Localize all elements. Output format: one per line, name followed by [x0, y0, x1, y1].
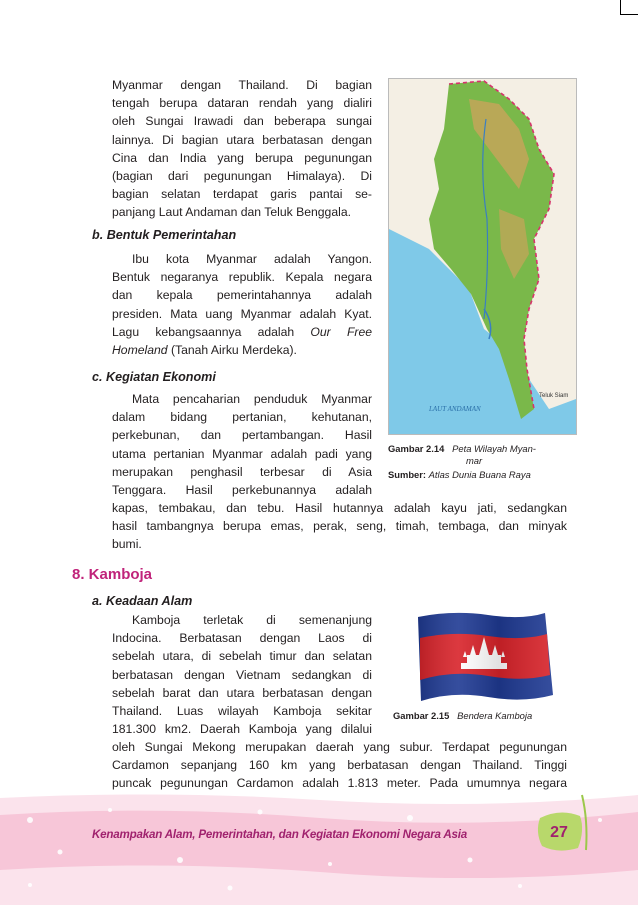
text-line: sebelah barat dan utara berbatasan dengan	[112, 685, 372, 700]
source-text: Atlas Dunia Buana Raya	[428, 469, 531, 480]
text-line: Tenggara. Hasil perkebunannya adalah	[112, 483, 372, 498]
crop-mark-top-right	[620, 0, 621, 14]
text-line: Myanmar dengan Thailand. Di bagian	[112, 78, 372, 92]
map-label-sea: LAUT ANDAMAN	[429, 405, 481, 413]
text-line: dalam bidang pertanian, kehutanan,	[112, 410, 372, 425]
text-line: berbatasan dengan Vietnam sedangkan di	[112, 667, 372, 682]
caption-line	[388, 443, 578, 455]
caption-figure-2-14	[388, 443, 578, 481]
text-line: (bagian dari pegunungan Himalaya). Di	[112, 169, 372, 184]
text-line: oleh Sungai Mekong merupakan daerah yang subur. Terdapat pegunungan	[112, 740, 567, 754]
heading-keadaan-alam: a. Keadaan Alam	[92, 594, 193, 608]
text-line: merupakan penghasil terbesar di Asia	[112, 464, 372, 479]
paragraph-keadaan-alam	[112, 611, 372, 738]
text-line: Cardamon sepanjang 160 km yang berbatasan dengan Thailand. Tinggi	[112, 758, 567, 773]
text-line: 181.300 km2. Daerah Kamboja yang dilalui	[112, 722, 372, 737]
text-line: Ibu kota Myanmar adalah Yangon.	[132, 252, 372, 266]
flag-cambodia	[393, 605, 570, 710]
text-line: bagian selatan terdapat garis pantai se-	[112, 187, 372, 202]
text-fragment: Lagu kebangsaannya adalah	[112, 324, 295, 339]
text-line: puncak pegunungan Cardamon adalah 1.813 meter. Pada umumnya negara	[112, 776, 567, 791]
text-line: kapas, tembakau, dan tebu. Hasil hutannya adalah kayu jati, sedangkan	[112, 501, 567, 515]
caption-title: Bendera Kamboja	[457, 710, 533, 721]
text-line: tengah berupa dataran rendah yang dialiri	[112, 96, 372, 111]
heading-kamboja: 8. Kamboja	[72, 566, 153, 583]
caption-label: Gambar 2.14	[388, 443, 445, 454]
caption-line	[388, 455, 578, 467]
paragraph-bentuk-pemerintahan	[112, 250, 372, 359]
text-line: Thailand. Luas wilayah Kamboja sekitar	[112, 704, 372, 719]
paragraph-kegiatan-ekonomi-cont	[112, 499, 567, 554]
anthem-title: Homeland	[112, 343, 168, 358]
page-number: 27	[550, 824, 568, 841]
text-fragment: (Tanah Airku Merdeka).	[167, 343, 297, 358]
text-line: lainnya. Di bagian utara berbatasan dengan	[112, 132, 372, 147]
heading-kegiatan-ekonomi: c. Kegiatan Ekonomi	[92, 370, 216, 384]
anthem-title: Our Free	[310, 324, 373, 339]
map-myanmar-graphic	[389, 79, 576, 434]
text-line: presiden. Mata uang Myanmar adalah Kyat.	[112, 306, 372, 321]
text-line: sebelah utara, di sebelah timur dan selatan	[112, 649, 372, 664]
heading-bentuk-pemerintahan: b. Bentuk Pemerintahan	[92, 228, 237, 242]
text-line: panjang Laut Andaman dan Teluk Benggala.	[112, 205, 351, 220]
caption-figure-2-15	[393, 710, 573, 722]
text-line: Indocina. Berbatasan dengan Laos di	[112, 631, 372, 646]
caption-title: mar	[466, 455, 483, 466]
paragraph-myanmar-geography	[112, 76, 372, 222]
footer-book-title: Kenampakan Alam, Pemerintahan, dan Kegiatan Ekonomi Negara Asia	[92, 828, 468, 841]
map-label-gulf: Teluk Siam	[539, 393, 569, 399]
map-myanmar	[388, 78, 577, 435]
text-line	[112, 323, 372, 341]
text-line	[112, 341, 372, 359]
text-line: Cina dan India yang berupa pegunungan	[112, 150, 372, 165]
text-line: bumi.	[112, 537, 142, 552]
text-line: Mata pencaharian penduduk Myanmar	[132, 392, 372, 406]
caption-title: Peta Wilayah Myan-	[452, 443, 536, 454]
text-line: Kamboja terletak di semenanjung	[132, 613, 372, 627]
paragraph-kegiatan-ekonomi	[112, 390, 372, 499]
text-line: perkebunan, dan pertambangan. Hasil	[112, 428, 372, 443]
text-line: utama pertanian Myanmar adalah padi yang	[112, 446, 372, 461]
flag-cambodia-graphic	[393, 605, 570, 710]
text-line: hasil tambangnya berupa emas, perak, seng, timah, tembaga, dan minyak	[112, 519, 567, 534]
caption-label: Gambar 2.15	[393, 710, 450, 721]
text-line: oleh Sungai Irawadi dan beberapa sungai	[112, 114, 372, 129]
caption-source	[388, 469, 578, 481]
text-line: dan kepala pemerintahannya adalah	[112, 288, 372, 303]
crop-mark-top-right-h	[620, 14, 638, 15]
source-label: Sumber:	[388, 469, 427, 480]
text-line: Bentuk negaranya republik. Kepala negara	[112, 270, 372, 285]
